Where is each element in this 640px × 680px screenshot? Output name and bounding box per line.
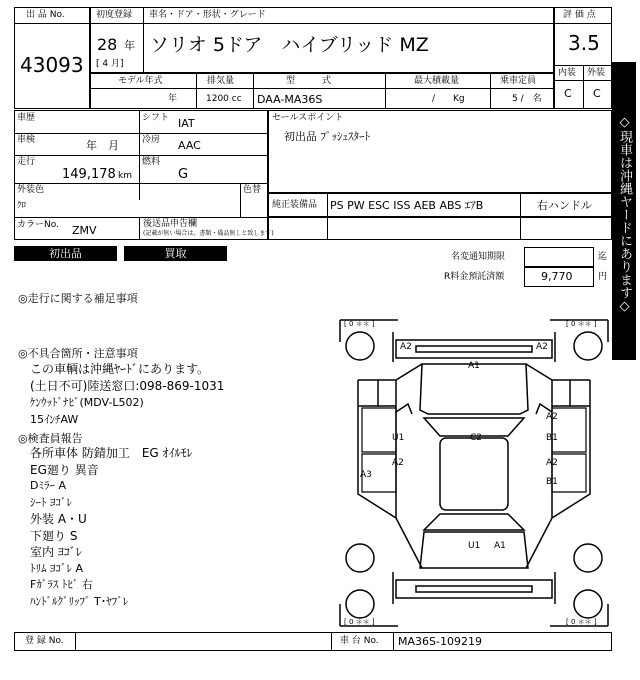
exterior-label: 外装	[587, 68, 606, 78]
reg-year: 28	[97, 35, 118, 54]
recycle-label: R料金預託済額	[444, 272, 505, 282]
shift-label: シフト	[142, 113, 170, 123]
name-change-label: 名変通知期限	[451, 252, 506, 262]
inspection-value: 年 月	[86, 139, 119, 152]
recycle-unit: 円	[598, 272, 608, 282]
inspector-line: 室内 ﾖｺﾞﾚ	[30, 545, 82, 559]
mark-front-left: A2	[400, 342, 412, 352]
type-value: DAA-MA36S	[257, 93, 323, 106]
capacity-value: 5 / 名	[512, 94, 542, 104]
first-listing-tag: 初出品	[14, 246, 117, 261]
sales-point-value: 初出品 ﾌﾟｯｼｭｽﾀｰﾄ	[284, 130, 370, 143]
ext-color-value: ｸﾛ	[17, 201, 27, 211]
inspector-line: 各所車体 防錆加工 EG ｵｲﾙﾓﾚ	[30, 446, 193, 460]
inspector-line: EG廻り 異音	[30, 462, 99, 477]
corner-box-top-right: [ 0 ＊＊ ]	[566, 320, 597, 328]
inspector-line: ﾄﾘﾑ ﾖｺﾞﾚ A	[30, 561, 84, 575]
name-change-unit: 迄	[598, 252, 608, 262]
purchase-tag: 買取	[124, 246, 227, 261]
fuel-value: G	[178, 167, 189, 182]
reg-year-unit: 年	[124, 39, 135, 52]
inspector-line: Fｶﾞﾗｽ ﾄﾋﾞ 右	[30, 578, 93, 591]
defect-line: (土日不可)陸送窓口:098-869-1031	[30, 379, 225, 393]
okinawa-yard-sidebar: ◇現車は沖縄ヤードにあります◇	[612, 62, 636, 360]
reg-label: 初度登録	[96, 10, 133, 20]
mark-left-rear: A2	[392, 458, 404, 468]
model-year-value: 年	[168, 94, 178, 104]
color-change-label: 色替	[243, 185, 262, 195]
max-load-label: 最大積載量	[414, 76, 460, 86]
mark-right-front-door-2: B1	[546, 433, 558, 443]
mileage-unit: km	[118, 171, 132, 181]
inspector-line: 外装 A・U	[30, 512, 87, 526]
aftermarket-box	[268, 217, 612, 240]
interior-grade: C	[564, 87, 572, 100]
mark-right-rear-door: A2	[546, 458, 558, 468]
ac-label: 冷房	[142, 135, 161, 145]
ext-color-label: 外装色	[17, 185, 45, 195]
car-damage-diagram	[338, 318, 610, 628]
mark-rear-1: U1	[468, 541, 481, 551]
mark-right-front-door: A2	[546, 412, 558, 422]
score-label: 評 価 点	[563, 10, 596, 20]
type-label: 型 式	[286, 76, 332, 86]
aftermarket-note: (記載が無い場合は、書類・備品無しと致します)	[143, 230, 274, 237]
steering-value: 右ハンドル	[537, 199, 592, 212]
mark-rear-2: A1	[494, 541, 506, 551]
name-change-box	[524, 247, 594, 267]
inspection-label: 車検	[17, 135, 36, 145]
mark-roof: C2	[470, 433, 483, 443]
defects-title: ◎不具合箇所・注意事項	[18, 347, 138, 360]
ac-value: AAC	[178, 139, 201, 152]
equipment-value: PS PW ESC ISS AEB ABS ｴｱB	[330, 199, 484, 212]
mileage-label: 走行	[17, 157, 36, 167]
interior-label: 内装	[558, 68, 577, 78]
recycle-value: 9,770	[541, 270, 573, 283]
inspector-line: Dﾐﾗｰ A	[30, 479, 66, 492]
corner-box-top-left: [ 0 ＊＊ ]	[344, 320, 375, 328]
reg-month: [ 4 月]	[96, 59, 124, 69]
lot-number: 43093	[20, 53, 84, 77]
inspector-line: 下廻り S	[30, 528, 78, 543]
defect-line: この車輌は沖縄ﾔｰﾄﾞにあります。	[30, 362, 210, 376]
color-no-value: ZMV	[72, 224, 97, 237]
chassis-label: 車 台 No.	[340, 636, 379, 646]
mark-left-front-door: U1	[392, 433, 405, 443]
shift-value: IAT	[178, 117, 195, 130]
chassis-value: MA36S-109219	[398, 635, 482, 648]
inspector-title: ◎検査員報告	[18, 432, 83, 445]
score-value: 3.5	[568, 31, 600, 55]
defects-list	[30, 363, 224, 431]
mileage-value: 149,178	[62, 167, 116, 182]
defect-line: ｹﾝｳｯﾄﾞﾅﾋﾞ(MDV-L502)	[30, 396, 144, 409]
capacity-label: 乗車定員	[500, 76, 537, 86]
max-load-value: / Kg	[432, 94, 465, 104]
defect-line: 15ｲﾝﾁAW	[30, 413, 79, 426]
inspector-list	[30, 447, 193, 612]
exterior-grade: C	[593, 87, 601, 100]
mark-hood: A1	[468, 361, 480, 371]
corner-box-bottom-left: [ 0 ＊＊ ]	[344, 618, 375, 626]
aftermarket-label: 後送品申告欄	[143, 219, 198, 229]
model-year-label: モデル年式	[118, 76, 163, 86]
mark-front-right: A2	[536, 342, 548, 352]
car-name: ソリオ 5ドア ハイブリッド MZ	[150, 34, 429, 56]
footer-row	[14, 632, 612, 651]
displacement-label: 排気量	[207, 76, 235, 86]
corner-box-bottom-right: [ 0 ＊＊ ]	[566, 618, 597, 626]
equipment-label: 純正装備品	[272, 200, 318, 210]
displacement-value: 1200 cc	[206, 94, 242, 104]
inspector-line: ﾊﾝﾄﾞﾙｸﾞﾘｯﾌﾟ T･ﾔﾌﾞﾚ	[30, 594, 129, 608]
mark-right-rear-door-2: B1	[546, 477, 558, 487]
supplement-title: ◎走行に関する補足事項	[18, 292, 138, 305]
lot-label: 出 品 No.	[26, 10, 65, 20]
sales-point-label: セールスポイント	[272, 113, 344, 123]
history-label: 車歴	[17, 113, 36, 123]
color-no-label: カラーNo.	[17, 220, 59, 230]
inspector-line: ｼｰﾄ ﾖｺﾞﾚ	[30, 495, 72, 509]
reg-no-label: 登 録 No.	[25, 636, 64, 646]
car-name-label: 車名・ドア・形状・グレード	[149, 10, 266, 20]
fuel-label: 燃料	[142, 157, 161, 167]
mark-left-rear-quarter: A3	[360, 470, 372, 480]
